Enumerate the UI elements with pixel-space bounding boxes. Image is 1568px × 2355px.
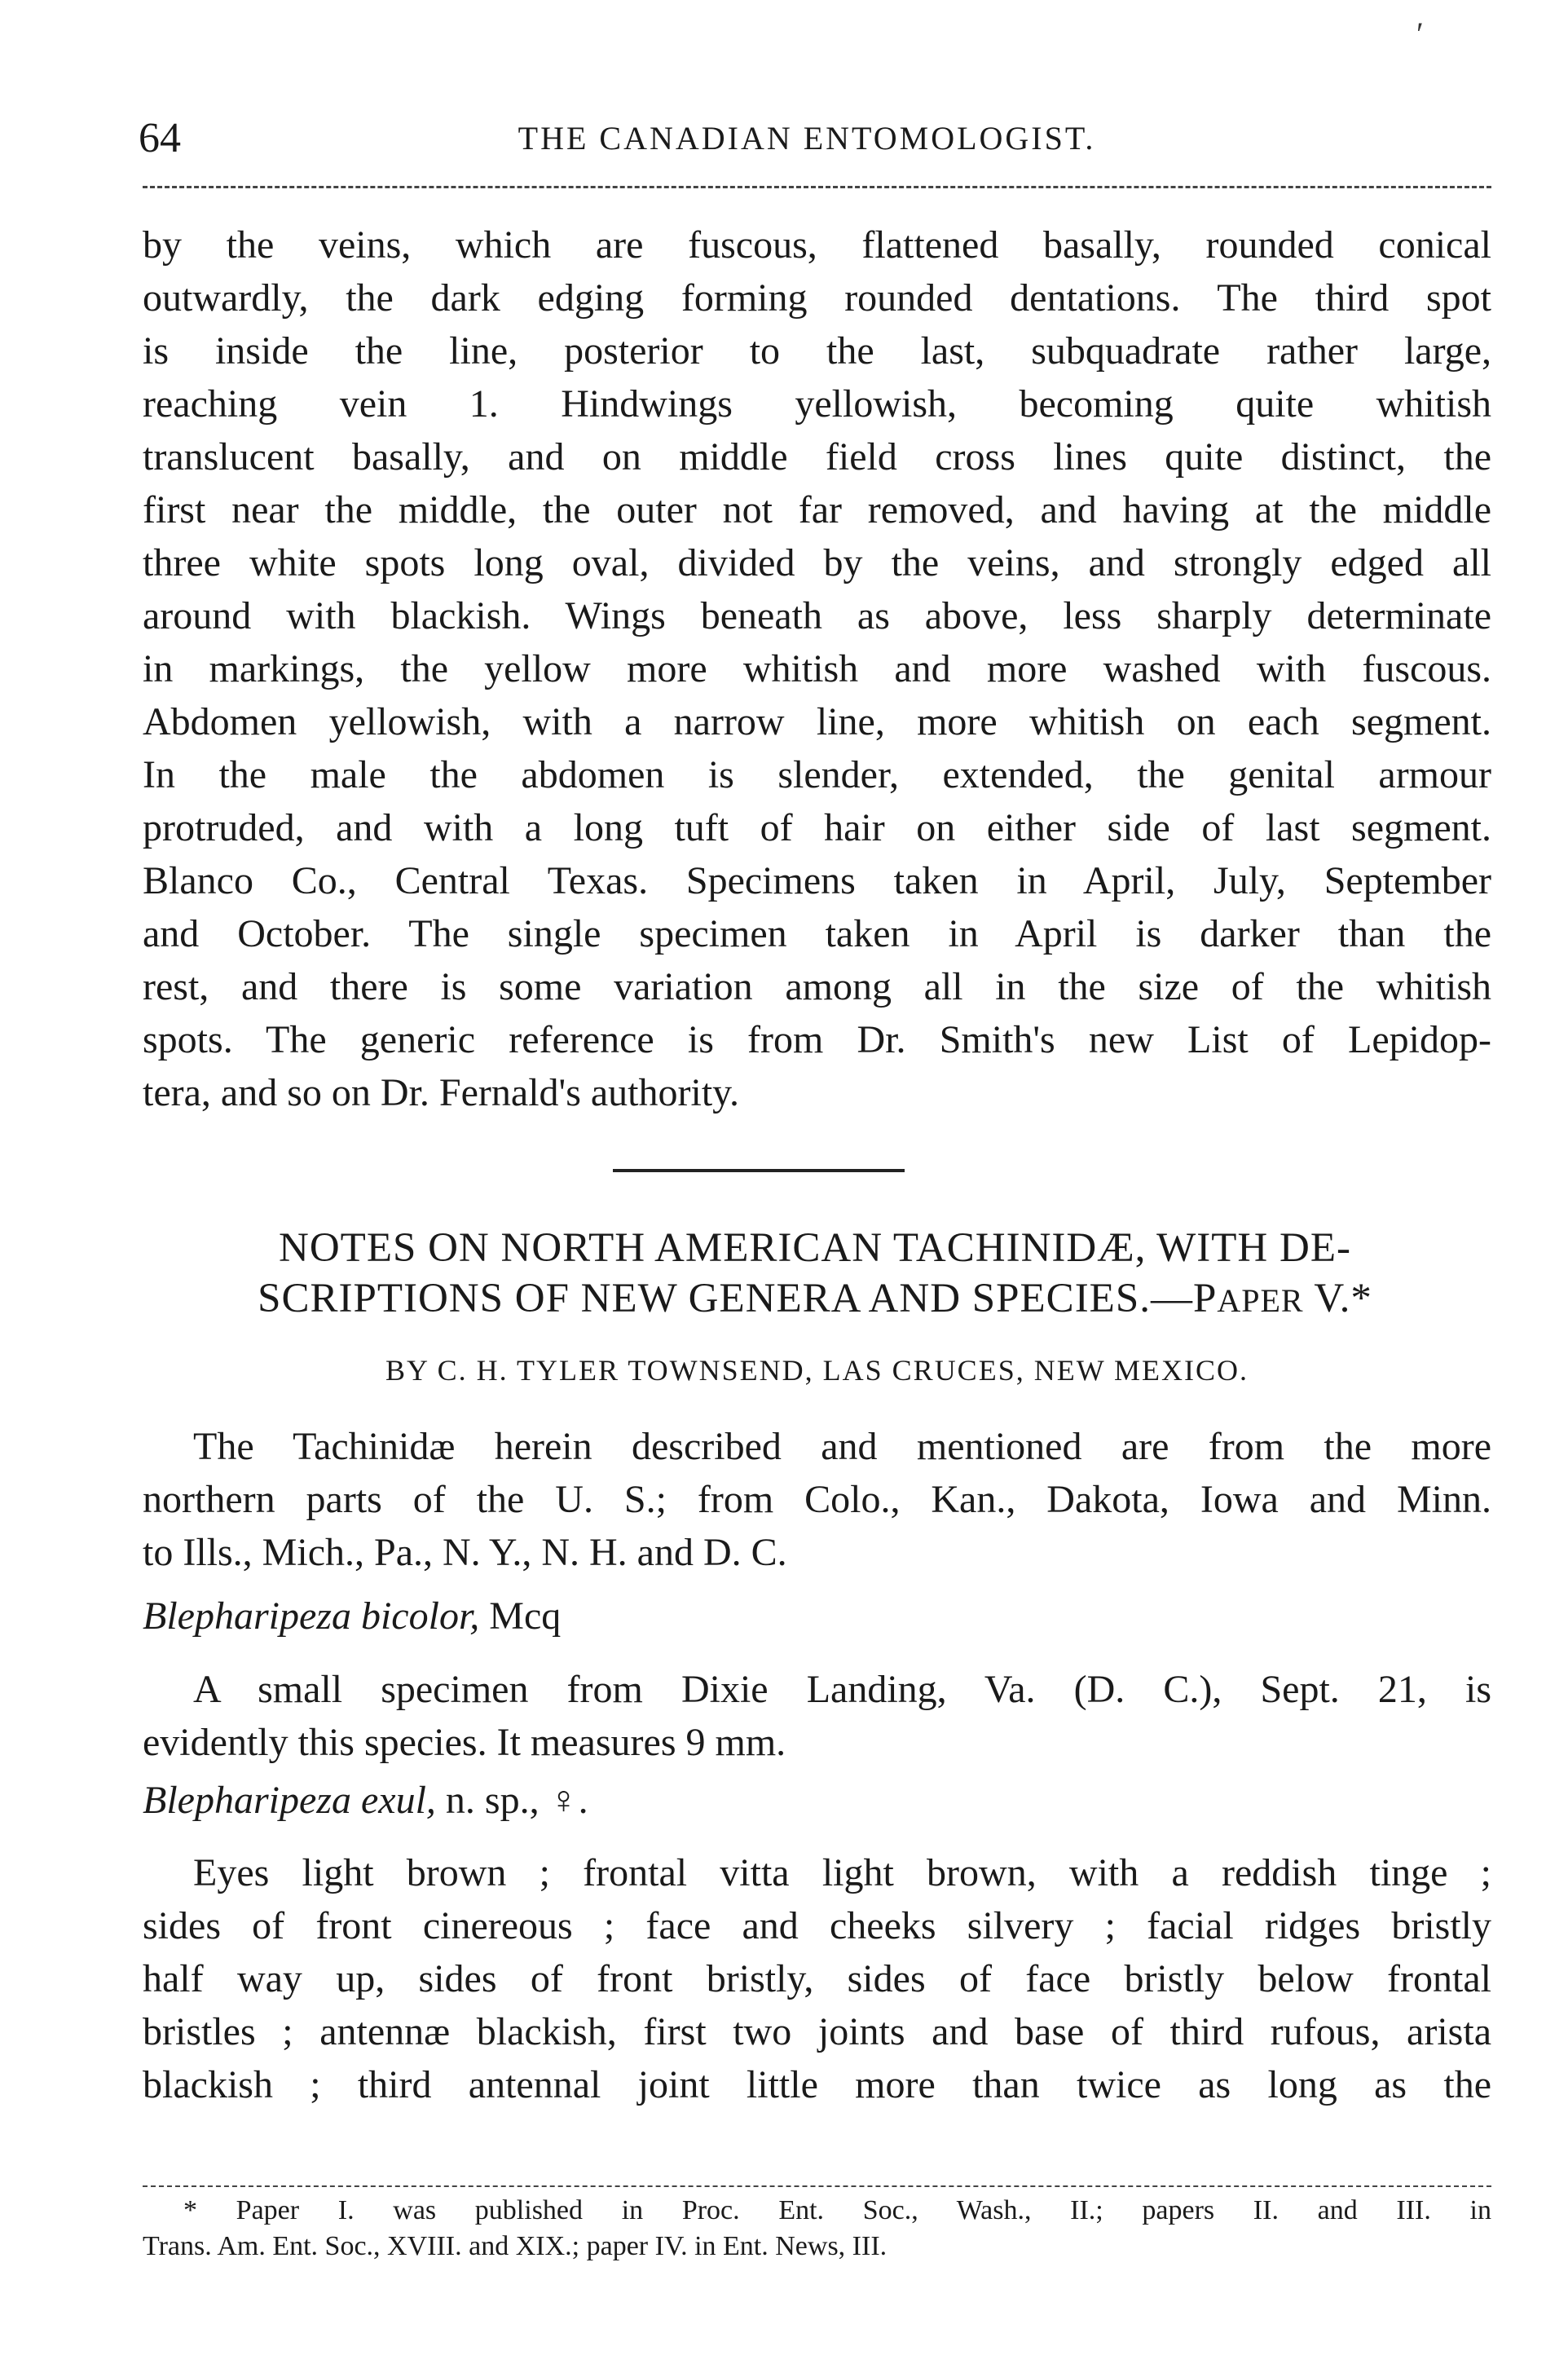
text-line: first near the middle, the outer not far removed, and having at the middle — [143, 488, 1491, 531]
text-line: reaching vein 1. Hindwings yellowish, becoming quite whitish — [143, 382, 1491, 426]
text-line: Abdomen yellowish, with a narrow line, more whitish on each segment. — [143, 700, 1491, 743]
text-line: blackish ; third antennal joint little more than twice as long as the — [143, 2063, 1491, 2106]
title-text: SCRIPTIONS OF NEW GENERA AND SPECIES.—P — [258, 1276, 1218, 1321]
footnote — [143, 2193, 1491, 2265]
footnote-line: Trans. Am. Ent. Soc., XVIII. and XIX.; paper IV. in Ent. News, III. — [143, 2231, 888, 2261]
corner-pen-mark: ′ — [1416, 15, 1424, 52]
species-name: Blepharipeza bicolor, — [143, 1594, 480, 1638]
running-head — [130, 114, 1483, 171]
text-line: in markings, the yellow more whitish and more washed with fuscous. — [143, 647, 1491, 690]
species-heading — [143, 1590, 561, 1643]
species-heading — [143, 1774, 588, 1827]
footnote-rule — [143, 2185, 1491, 2187]
text-line: tera, and so on Dr. Fernald's authority. — [143, 1071, 740, 1114]
article-title-line-1: NOTES ON NORTH AMERICAN TACHINIDÆ, WITH DE- — [279, 1225, 1351, 1271]
text-line-content: The Tachinidæ herein described and mentioned are from the more — [193, 1425, 1491, 1468]
intro-paragraph — [143, 1420, 1491, 1579]
text-line: evidently this species. It measures 9 mm. — [143, 1721, 786, 1764]
text-line: spots. The generic reference is from Dr. Smith's new List of Lepidop- — [143, 1018, 1491, 1061]
species-author: n. sp., ♀. — [435, 1779, 588, 1822]
text-line: and October. The single specimen taken in April is darker than the — [143, 912, 1491, 955]
text-line: protruded, and with a long tuft of hair on either side of last segment. — [143, 806, 1491, 849]
header-rule — [143, 186, 1491, 188]
text-line: northern parts of the U. S.; from Colo., Kan., Dakota, Iowa and Minn. — [143, 1478, 1491, 1521]
text-line: rest, and there is some variation among all in the size of the whitish — [143, 965, 1491, 1008]
text-line: is inside the line, posterior to the last, subquadrate rather large, — [143, 329, 1491, 373]
running-title: THE CANADIAN ENTOMOLOGIST. — [518, 120, 1096, 157]
species-author: Mcq — [479, 1594, 562, 1638]
text-line: half way up, sides of front bristly, sides of face bristly below frontal — [143, 1957, 1491, 2000]
page-number: 64 — [139, 115, 181, 161]
species-name: Blepharipeza exul, — [143, 1779, 436, 1822]
text-line: three white spots long oval, divided by the veins, and strongly edged all — [143, 541, 1491, 584]
text-line: In the male the abdomen is slender, extended, the genital armour — [143, 753, 1491, 796]
text-line: sides of front cinereous ; face and cheeks silvery ; facial ridges bristly — [143, 1904, 1491, 1947]
author-byline: BY C. H. TYLER TOWNSEND, LAS CRUCES, NEW MEXICO. — [385, 1354, 1249, 1387]
article-title-line-2 — [130, 1273, 1500, 1326]
footnote-line — [143, 2193, 1491, 2229]
text-line: to Ills., Mich., Pa., N. Y., N. H. and D. C. — [143, 1531, 787, 1574]
text-line: around with blackish. Wings beneath as above, less sharply determinate — [143, 594, 1491, 637]
text-line-content: Eyes light brown ; frontal vitta light brown, with a reddish tinge ; — [193, 1851, 1491, 1894]
text-line-content: A small specimen from Dixie Landing, Va. (D. C.), Sept. 21, is — [193, 1668, 1491, 1711]
continuation-paragraph — [143, 218, 1491, 1119]
text-line — [143, 1846, 1491, 1899]
text-line — [143, 1420, 1491, 1473]
title-footnote-ref: V.* — [1303, 1276, 1372, 1321]
title-small-caps: APER — [1217, 1282, 1304, 1319]
text-line: outwardly, the dark edging forming rounded dentations. The third spot — [143, 276, 1491, 320]
footnote-line-content: * Paper I. was published in Proc. Ent. Soc., Wash., II.; papers II. and III. in — [183, 2195, 1491, 2225]
text-line: bristles ; antennæ blackish, first two joints and base of third rufous, arista — [143, 2010, 1491, 2053]
text-line: by the veins, which are fuscous, flattened basally, rounded conical — [143, 223, 1491, 267]
text-line — [143, 1663, 1491, 1716]
section-divider — [613, 1169, 905, 1172]
text-line: Blanco Co., Central Texas. Specimens taken in April, July, September — [143, 859, 1491, 902]
species-description — [143, 1663, 1491, 1769]
text-line: translucent basally, and on middle field cross lines quite distinct, the — [143, 435, 1491, 478]
species-description — [143, 1846, 1491, 2111]
